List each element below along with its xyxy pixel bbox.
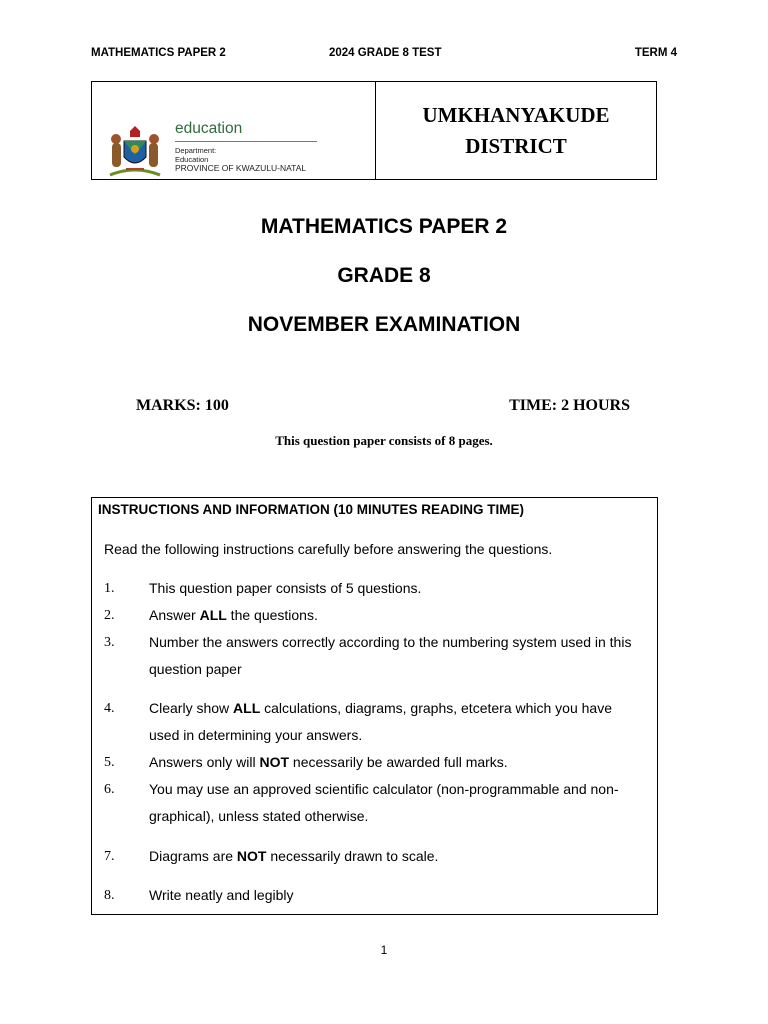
instruction-text: Write neatly and legibly: [149, 887, 294, 903]
instruction-number: 3.: [104, 635, 115, 650]
header-term: TERM 4: [634, 47, 677, 59]
logo-line-2: Education: [175, 155, 209, 164]
instruction-number: 7.: [104, 849, 115, 864]
grade-title: GRADE 8: [337, 264, 431, 287]
instructions-heading: INSTRUCTIONS AND INFORMATION (10 MINUTES READING TIME): [98, 502, 524, 517]
district-line-2: DISTRICT: [465, 133, 567, 158]
district-name: [376, 82, 656, 179]
kzn-coat-of-arms-icon: [104, 125, 166, 177]
pages-note: This question paper consists of 8 pages.: [275, 433, 493, 448]
department-logo: [92, 82, 376, 179]
time-label: TIME: 2 HOURS: [509, 397, 630, 414]
header-test: 2024 GRADE 8 TEST: [329, 47, 442, 59]
logo-line-1: Department:: [175, 146, 217, 155]
logo-divider: [175, 141, 317, 142]
instruction-text: Answer ALL the questions.: [149, 607, 318, 623]
header-logo-box: [91, 81, 657, 180]
instruction-number: 4.: [104, 701, 115, 716]
instruction-number: 1.: [104, 581, 115, 596]
instructions-box: [91, 497, 658, 915]
paper-title: MATHEMATICS PAPER 2: [260, 215, 508, 238]
instruction-text: Clearly show ALL calculations, diagrams, graphs, etcetera which you have used in determining your answers.: [149, 700, 612, 743]
instruction-number: 2.: [104, 608, 115, 623]
exam-title: NOVEMBER EXAMINATION: [247, 313, 521, 336]
page-number: 1: [380, 943, 388, 957]
district-line-1: UMKHANYAKUDE: [422, 102, 610, 127]
logo-word: education: [175, 120, 243, 137]
instruction-text: Answers only will NOT necessarily be awarded full marks.: [149, 754, 508, 770]
instruction-number: 8.: [104, 888, 115, 903]
instruction-text: You may use an approved scientific calculator (non-programmable and non-graphical), unless stated otherwise.: [149, 781, 619, 824]
marks-label: MARKS: 100: [136, 397, 229, 414]
instruction-text: Number the answers correctly according to the numbering system used in this question paper: [149, 634, 632, 677]
instruction-text: Diagrams are NOT necessarily drawn to scale.: [149, 848, 439, 864]
header-subject: MATHEMATICS PAPER 2: [91, 47, 226, 59]
instruction-number: 6.: [104, 782, 115, 797]
instruction-text: This question paper consists of 5 questions.: [149, 580, 422, 596]
instructions-intro: Read the following instructions carefully before answering the questions.: [104, 541, 553, 557]
instruction-number: 5.: [104, 755, 115, 770]
logo-line-3: PROVINCE OF KWAZULU-NATAL: [175, 163, 307, 173]
